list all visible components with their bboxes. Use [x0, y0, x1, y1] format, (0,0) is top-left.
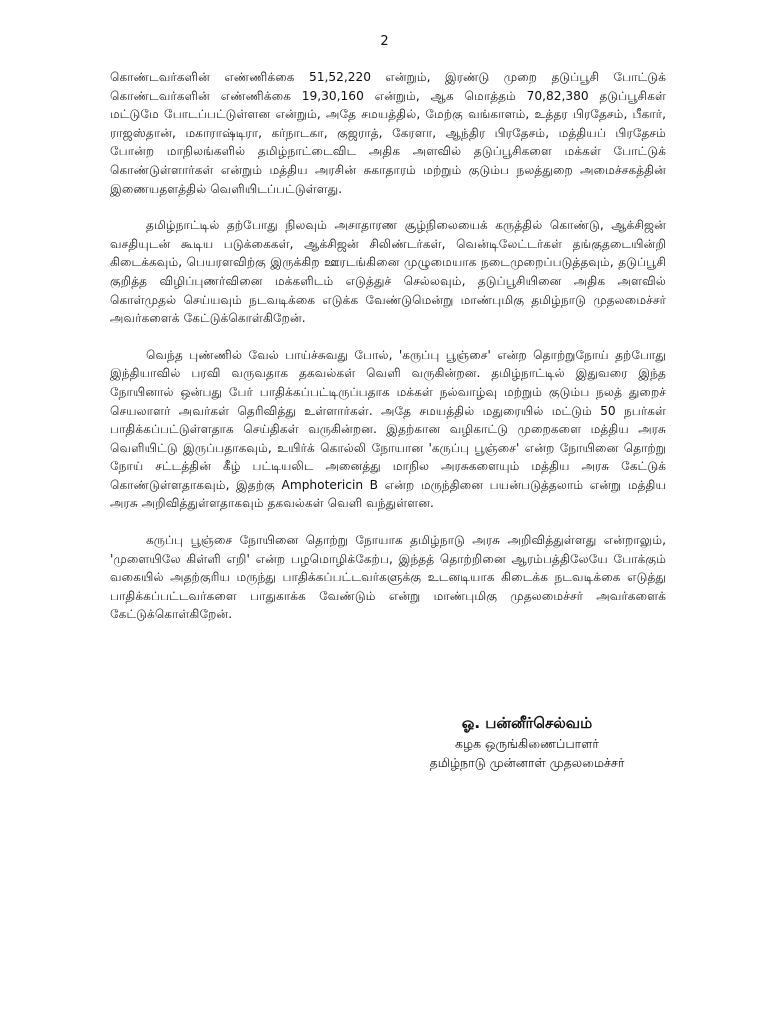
paragraph-oxygen-request: தமிழ்நாட்டில் தற்போது நிலவும் அசாதாரண சூழ்நிலையைக் கருத்தில் கொண்டு, ஆக்சிஜன் வசதியுடன் கூடிய படுக்கைகள், ஆக்சிஜன் சிலிண்டர்கள், வென்டிலேட்டர்கள் தங்குதடையின்றி கிடைக்கவும், பெயரளவிற்கு இருக்கிற ஊரடங்கினை முழுமையாக நடைமுறைப்படுத்தவும், தடுப்பூசி குறித்த விழிப்புணர்வினை மக்களிடம் எடுத்துச் செல்லவும், தடுப்பூசியினை அதிக அளவில் கொள்முதல் செய்யவும் நடவடிக்கை எடுக்க வேண்டுமென்று மாண்புமிகு தமிழ்நாடு முதலமைச்சர் அவர்களைக் கேட்டுக்கொள்கிறேன். — [110, 218, 666, 326]
signature-block — [392, 712, 662, 772]
letter-body — [110, 68, 666, 642]
paragraph-black-fungus-request: கருப்பு பூஞ்சை நோயினை தொற்று நோயாக தமிழ்நாடு அரசு அறிவித்துள்ளது என்றாலும், 'முளையிலே கிள்ளி எறி' என்ற பழமொழிக்கேற்ப, இந்தத் தொற்றினை ஆரம்பத்திலேயே போக்கும் வகையில் அதற்குரிய மருந்து பாதிக்கப்பட்டவர்களுக்கு உடனடியாக கிடைக்க நடவடிக்கை எடுத்து பாதிக்கப்பட்டவர்களை பாதுகாக்க வேண்டும் என்று மாண்புமிகு முதலமைச்சர் அவர்களைக் கேட்டுக்கொள்கிறேன். — [110, 533, 666, 622]
signatory-designation: கழக ஒருங்கிணைப்பாளர் — [455, 736, 599, 751]
paragraph-vaccination-statistics: கொண்டவர்களின் எண்ணிக்கை 51,52,220 என்றும், இரண்டு முறை தடுப்பூசி போட்டுக் கொண்டவர்களின் எண்ணிக்கை 19,30,160 என்றும், ஆக மொத்தம் 70,82,380 தடுப்பூசிகள் மட்டுமே போடப்பட்டுள்ளன என்றும், அதே சமயத்தில், மேற்கு வங்காளம், உத்தர பிரதேசம், பீகார், ராஜஸ்தான், மகாராஷ்டிரா, கர்நாடகா, குஜராத், கேரளா, ஆந்திர பிரதேசம், மத்தியப் பிரதேசம் போன்ற மாநிலங்களில் தமிழ்நாட்டைவிட அதிக அளவில் தடுப்பூசிகளை மக்கள் போட்டுக் கொண்டுள்ளார்கள் என்றும் மத்திய அரசின் சுகாதாரம் மற்றும் குடும்ப நலத்துறை அமைச்சகத்தின் இணையதளத்தில் வெளியிடப்பட்டுள்ளது. — [110, 70, 666, 196]
paragraph-black-fungus-report: வெந்த புண்ணில் வேல் பாய்ச்சுவது போல், 'கருப்பு பூஞ்சை' என்ற தொற்றுநோய் தற்போது இந்தியாவில் பரவி வருவதாக தகவல்கள் வெளி வருகின்றன. தமிழ்நாட்டில் இதுவரை இந்த நோயினால் ஒன்பது பேர் பாதிக்கப்பட்டிருப்பதாக மக்கள் நல்வாழ்வு மற்றும் குடும்ப நலத் துறைச் செயலாளர் அவர்கள் தெரிவித்து உள்ளார்கள். அதே சமயத்தில் மதுரையில் மட்டும் 50 நபர்கள் பாதிக்கப்பட்டுள்ளதாக செய்திகள் வருகின்றன. இதற்கான வழிகாட்டு முறைகளை மத்திய அரசு வெளியிட்டு இருப்பதாகவும், உயிர்க் கொல்லி நோயான 'கருப்பு பூஞ்சை' என்ற நோயினை தொற்று நோய் சட்டத்தின் கீழ் பட்டியலிட அனைத்து மாநில அரசுகளையும் மத்திய அரசு கேட்டுக் கொண்டுள்ளதாகவும், இதற்கு Amphotericin B என்ற மருந்தினை பயன்படுத்தலாம் என்று மத்திய அரசு அறிவித்துள்ளதாகவும் தகவல்கள் வெளி வந்துள்ளன. — [110, 347, 666, 511]
page-number: 2 — [380, 34, 389, 49]
signatory-name: ஓ. பன்னீர்செல்வம் — [461, 714, 593, 732]
signatory-former-title: தமிழ்நாடு முன்னாள் முதலமைச்சர் — [429, 755, 625, 770]
